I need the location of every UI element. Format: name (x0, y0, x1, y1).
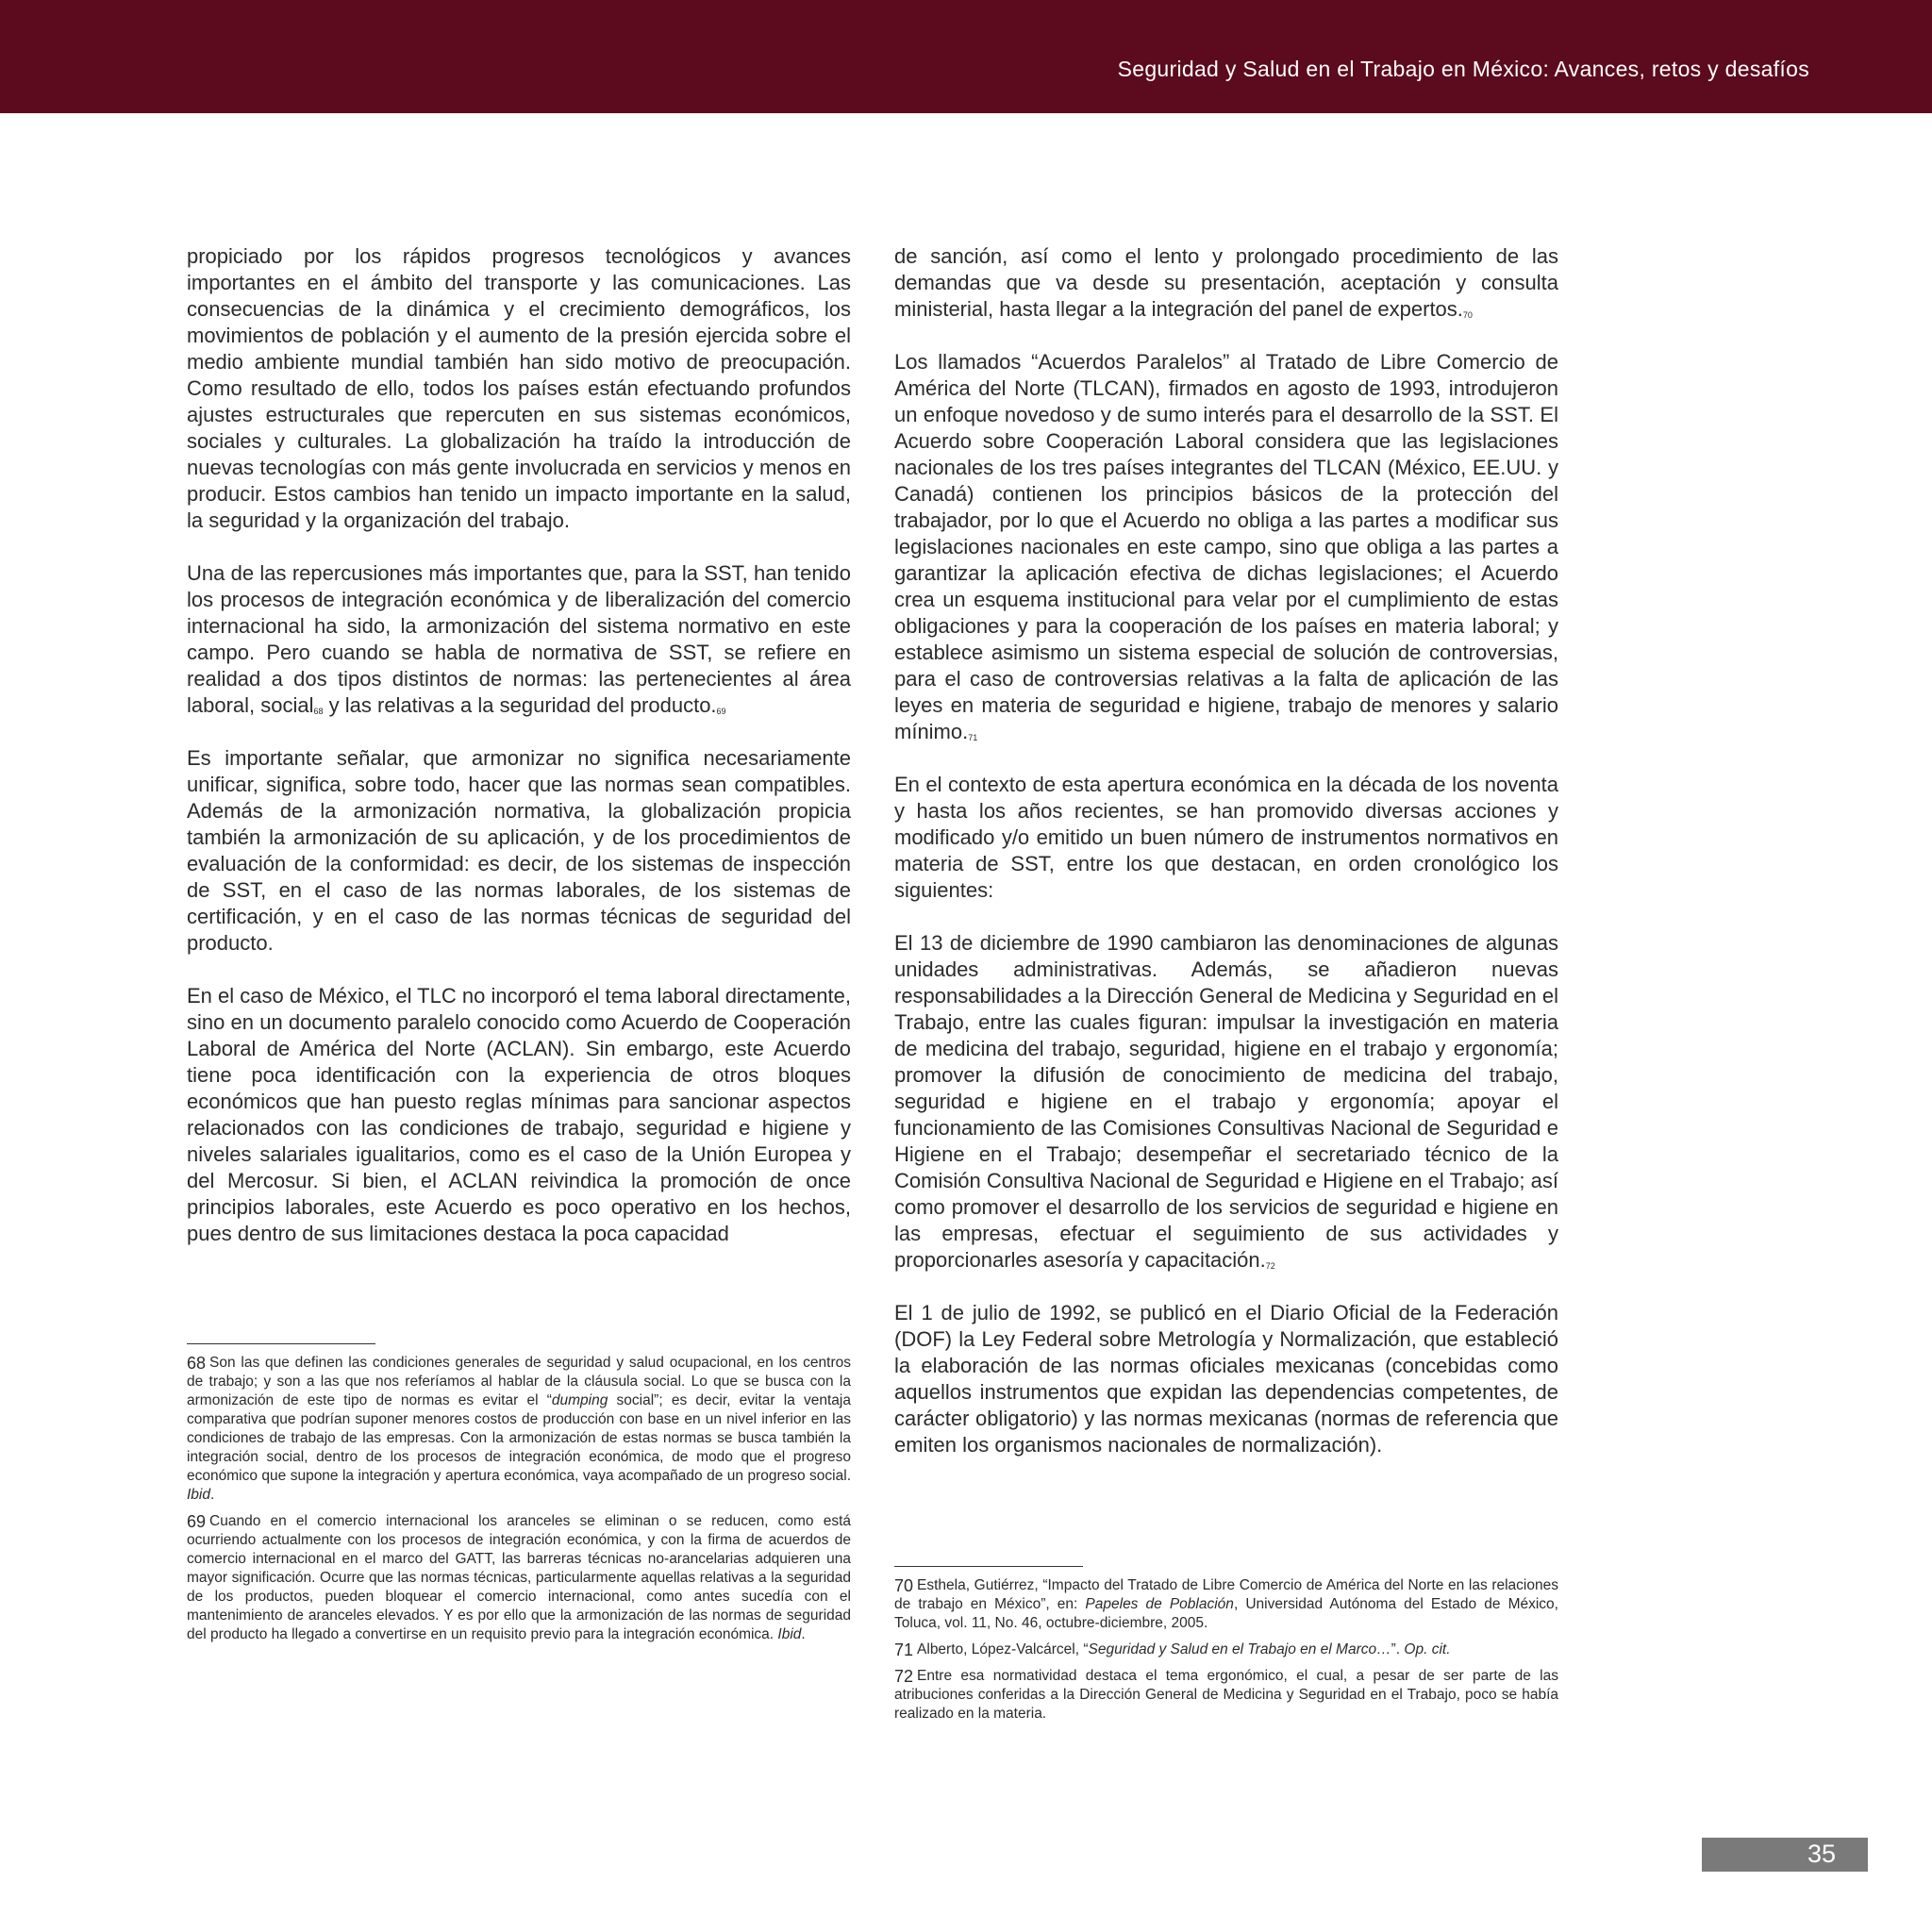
footnote-divider (894, 1566, 1083, 1567)
footnote-op-cit: Op. cit. (1404, 1641, 1451, 1657)
footnote-71 (894, 1641, 1558, 1659)
right-p2-text: Los llamados “Acuerdos Paralelos” al Tratado de Libre Comercio de América del Norte (TLCAN), firmados en agosto de 1993, introdujeron un enfoque novedoso y de sumo interés para el desarrollo de la SST. El Acuerdo sobre Cooperación Laboral considera que las legislaciones nacionales de los tres países integrantes del TLCAN (México, EE.UU. y Canadá) contienen los principios básicos de la protección del trabajador, por lo que el Acuerdo no obliga a las partes a modificar sus legislaciones nacionales en este campo, sino que obliga a las partes a garantizar la aplicación efectiva de dichas legislaciones; el Acuerdo crea un esquema institucional para velar por el cumplimiento de estas obligaciones y para la cooperación de los países en materia laboral; y establece asimismo un sistema especial de solución de controversias, para el caso de controversias relativas a la falta de aplicación de las leyes en materia de seguridad e higiene, trabajo de menores y salario mínimo. (894, 350, 1558, 743)
footnote-ibid: Ibid (777, 1626, 802, 1642)
footnotes-right (894, 1566, 1558, 1731)
page-number-box (1702, 1838, 1868, 1872)
running-header-title: Seguridad y Salud en el Trabajo en México: Avances, retos y desafíos (1117, 57, 1809, 81)
footnote-number: 68 (187, 1354, 207, 1373)
right-paragraph-3: En el contexto de esta apertura económica en la década de los noventa y hasta los años recientes, se han promovido diversas acciones y modificado y/o emitido un buen número de instrumentos normativos en materia de SST, entre los que destacan, en orden cronológico los siguientes: (894, 773, 1558, 902)
left-paragraph-2 (187, 560, 851, 719)
left-paragraph-1: propiciado por los rápidos progresos tecnológicos y avances importantes en el ámbito del transporte y las comunicaciones. Las consecuencias de la dinámica y el crecimiento demográficos, los movimientos de población y el aumento de la presión ejercida sobre el medio ambiente mundial también han sido motivo de preocupación. Como resultado de ello, todos los países están efectuando profundos ajustes estructurales que repercuten en sus sistemas económicos, sociales y culturales. La globalización ha traído la introducción de nuevas tecnologías con más gente involucrada en servicios y menos en producir. Estos cambios han tenido un impacto importante en la salud, la seguridad y la organización del trabajo. (187, 244, 851, 532)
footnote-emphasis: dumping (551, 1392, 608, 1408)
footnotes-left (187, 1343, 851, 1652)
left-paragraph-3: Es importante señalar, que armonizar no significa necesariamente unificar, significa, sobre todo, hacer que las normas sean compatibles. Además de la armonización normativa, la globalización propicia también la armonización de su aplicación, y de los procedimientos de evaluación de la conformidad: es decir, de los sistemas de inspección de SST, en el caso de las normas laborales, de los sistemas de certificación, y en el caso de las normas técnicas de seguridad del producto. (187, 746, 851, 955)
footnote-69 (187, 1512, 851, 1644)
right-paragraph-5: El 1 de julio de 1992, se publicó en el Diario Oficial de la Federación (DOF) la Ley Federal sobre Metrología y Normalización, que estableció la elaboración de las normas oficiales mexicanas (concebidas como aquellos instrumentos que expidan las dependencias competentes, de carácter obligatorio) y las normas mexicanas (normas de referencia que emiten los organismos nacionales de normalización). (894, 1301, 1558, 1457)
right-paragraph-2 (894, 349, 1558, 745)
left-column (187, 243, 851, 1274)
right-p1-text: de sanción, así como el lento y prolongado procedimiento de las demandas que va desde su presentación, aceptación y consulta ministerial, hasta llegar a la integración del panel de expertos. (894, 244, 1558, 321)
left-p2-text-a: Una de las repercusiones más importantes que, para la SST, han tenido los procesos de integración económica y de liberalización del comercio internacional ha sido, la armonización del sistema normativo en este campo. Pero cuando se habla de normativa de SST, se refiere en realidad a dos tipos distintos de normas: las pertenecientes al área laboral, social (187, 561, 851, 717)
footnote-ref-72[interactable]: 72 (1265, 1261, 1275, 1271)
footnote-period: . (801, 1626, 806, 1642)
footnote-72 (894, 1667, 1558, 1724)
footnote-emphasis: Papeles de Población (1085, 1596, 1234, 1612)
right-paragraph-4 (894, 930, 1558, 1274)
footnote-text: ”. (1391, 1641, 1405, 1657)
footnote-70 (894, 1576, 1558, 1633)
footnote-text: Esthela, Gutiérrez, “Impacto del Tratado de Libre Comercio de América del Norte en las relaciones de trabajo en México”, en: (894, 1577, 1558, 1612)
footnote-number: 71 (894, 1641, 914, 1659)
footnote-text: social”; es decir, evitar la ventaja comparativa que podrían suponer menores costos de producción con base en un nivel inferior en las condiciones de trabajo de las empresas. Con la armonización de estas normas se busca también la integración social, dentro de los procesos de integración económica, de modo que el progreso económico que supone la integración y apertura económica, vaya acompañado de un progreso social. (187, 1392, 851, 1484)
left-p2-text-b: y las relativas a la seguridad del producto. (323, 693, 717, 717)
footnote-ibid: Ibid (187, 1487, 210, 1503)
footnote-ref-69[interactable]: 69 (716, 707, 726, 716)
footnote-text: , Universidad Autónoma del Estado de México, Toluca, vol. 11, No. 46, octubre-diciembre, 2005. (894, 1596, 1558, 1631)
footnote-divider (187, 1343, 375, 1344)
footnote-number: 72 (894, 1667, 914, 1686)
footnote-text: Alberto, López-Valcárcel, “ (917, 1641, 1089, 1657)
right-column (894, 243, 1558, 1485)
header-bar (0, 0, 1932, 113)
footnote-text: Entre esa normatividad destaca el tema ergonómico, el cual, a pesar de ser parte de las atribuciones conferidas a la Dirección General de Medicina y Seguridad en el Trabajo, poco se había realizado en la materia. (894, 1668, 1558, 1722)
page-number: 35 (1807, 1840, 1836, 1868)
footnote-ref-71[interactable]: 71 (968, 733, 978, 742)
footnote-number: 69 (187, 1512, 207, 1531)
right-paragraph-1 (894, 243, 1558, 323)
footnote-68 (187, 1354, 851, 1505)
right-p4-text: El 13 de diciembre de 1990 cambiaron las denominaciones de algunas unidades administrativas. Además, se añadieron nuevas responsabilidades a la Dirección General de Medicina y Seguridad en el Trabajo, entre las cuales figuran: impulsar la investigación en materia de medicina del trabajo, seguridad, higiene en el trabajo y ergonomía; promover la difusión de conocimiento de medicina del trabajo, seguridad e higiene en el trabajo y ergonomía; apoyar el funcionamiento de las Comisiones Consultivas Nacional de Seguridad e Higiene en el Trabajo; desempeñar el secretariado técnico de la Comisión Consultiva Nacional de Seguridad e Higiene en el Trabajo; así como promover el desarrollo de los servicios de seguridad e higiene en las empresas, efectuar el seguimiento de sus actividades y proporcionarles asesoría y capacitación. (894, 931, 1558, 1272)
footnote-period: . (210, 1487, 215, 1503)
footnote-number: 70 (894, 1576, 914, 1595)
footnote-text: Son las que definen las condiciones generales de seguridad y salud ocupacional, en los centros de trabajo; y son a las que nos referíamos al hablar de la cláusula social. Lo que se busca con la armonización de este tipo de normas es evitar el “ (187, 1355, 851, 1408)
footnote-text: Cuando en el comercio internacional los aranceles se eliminan o se reducen, como está ocurriendo actualmente con los procesos de integración económica, y con la firma de acuerdos de comercio internacional en el marco del GATT, las barreras técnicas no-arancelarias adquieren una mayor significación. Ocurre que las normas técnicas, particularmente aquellas relativas a la seguridad de los productos, pueden bloquear el comercio internacional, como antes sucedía con el mantenimiento de aranceles elevados. Y es por ello que la armonización de las normas de seguridad del producto ha llegado a convertirse en un requisito previo para la integración económica. (187, 1513, 851, 1642)
left-paragraph-4: En el caso de México, el TLC no incorporó el tema laboral directamente, sino en un documento paralelo conocido como Acuerdo de Cooperación Laboral de América del Norte (ACLAN). Sin embargo, este Acuerdo tiene poca identificación con la experiencia de otros bloques económicos que han puesto reglas mínimas para sancionar aspectos relacionados con las condiciones de trabajo, seguridad e higiene y niveles salariales igualitarios, como es el caso de la Unión Europea y del Mercosur. Si bien, el ACLAN reivindica la promoción de once principios laborales, este Acuerdo es poco operativo en los hechos, pues dentro de sus limitaciones destaca la poca capacidad (187, 984, 851, 1245)
footnote-emphasis: Seguridad y Salud en el Trabajo en el Marco… (1088, 1641, 1391, 1657)
footnote-ref-68[interactable]: 68 (313, 707, 324, 716)
footnote-ref-70[interactable]: 70 (1462, 310, 1473, 320)
